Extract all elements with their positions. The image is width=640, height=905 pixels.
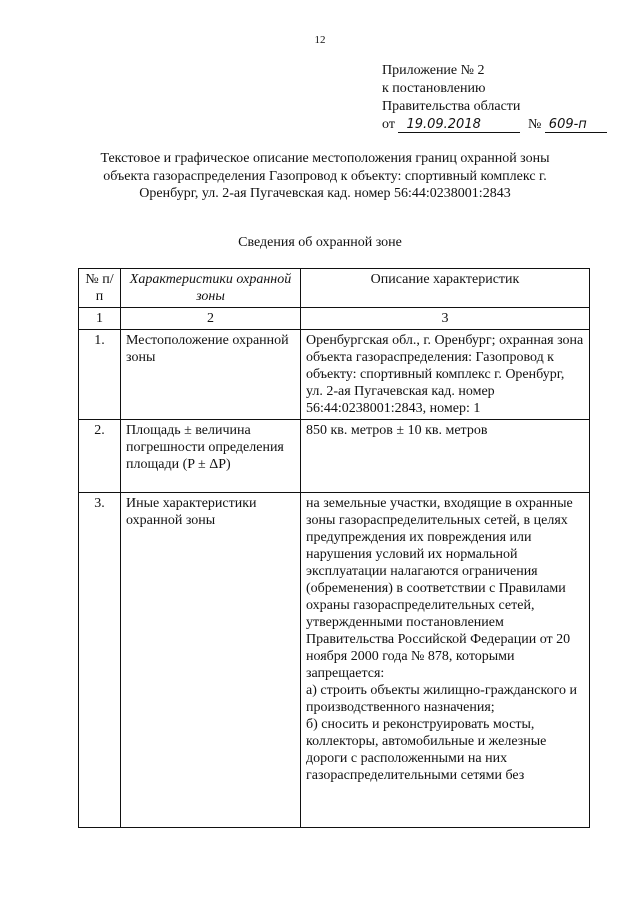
index-cell-3: 3 — [301, 308, 590, 330]
appendix-line-3: Правительства области — [382, 99, 521, 114]
number-prefix: № — [527, 117, 542, 132]
section-subtitle: Сведения об охранной зоне — [238, 235, 402, 250]
table-row — [79, 420, 590, 493]
row-number: 3. — [79, 493, 121, 828]
row-characteristic: Площадь ± величина погрешности определения площади (P ± ΔP) — [121, 420, 301, 493]
row-description: Оренбургская обл., г. Оренбург; охранная зона объекта газораспределения: Газопровод к объекту: спортивный комплекс г. Оренбург, ул. 2-ая Пугачевская кад. номер 56:44:0238001:2843, номер: 1 — [301, 330, 590, 420]
handwritten-date: 19.09.2018 — [398, 118, 520, 133]
row-description: 850 кв. метров ± 10 кв. метров — [301, 420, 590, 493]
table-row — [79, 330, 590, 420]
index-cell-2: 2 — [121, 308, 301, 330]
row-number: 1. — [79, 330, 121, 420]
table-row — [79, 493, 590, 828]
date-prefix: от — [382, 117, 395, 132]
description-paragraph-3: б) сносить и реконструировать мосты, коллекторы, автомобильные и железные дороги с расположенными на них газораспределительными сетями без — [306, 717, 547, 783]
page-number: 12 — [314, 34, 326, 46]
document-title: Текстовое и графическое описание местоположения границ охранной зоны объекта газораспределения Газопровод к объекту: спортивный комплекс г. Оренбург, ул. 2-ая Пугачевская кад. номер 56:44:0238001:2843 — [100, 151, 550, 201]
row-description — [301, 493, 590, 828]
table-index-row — [79, 308, 590, 330]
row-characteristic: Местоположение охранной зоны — [121, 330, 301, 420]
header-num: № п/п — [79, 269, 121, 308]
description-paragraph-2: а) строить объекты жилищно-гражданского и производственного назначения; — [306, 683, 577, 715]
table-header-row — [79, 269, 590, 308]
appendix-line-1: Приложение № 2 — [382, 63, 485, 78]
index-cell-1: 1 — [79, 308, 121, 330]
handwritten-number: 609-п — [545, 118, 607, 133]
appendix-block — [382, 62, 607, 134]
row-characteristic: Иные характеристики охранной зоны — [121, 493, 301, 828]
appendix-date-line — [382, 116, 607, 134]
zone-info-table — [78, 268, 590, 828]
row-number: 2. — [79, 420, 121, 493]
appendix-line-2: к постановлению — [382, 81, 486, 96]
description-paragraph-1: на земельные участки, входящие в охранные зоны газораспределительных сетей, в целях предупреждения их повреждения или нарушения условий их нормальной эксплуатации налагаются ограничения (обременения) в соответствии с Правилами охраны газораспределительных сетей, утвержденными постановлением Правительства Российской Федерации от 20 ноября 2000 года № 878, которыми запрещается: — [306, 496, 573, 681]
header-description: Описание характеристик — [301, 269, 590, 308]
header-characteristics: Характеристики охранной зоны — [121, 269, 301, 308]
